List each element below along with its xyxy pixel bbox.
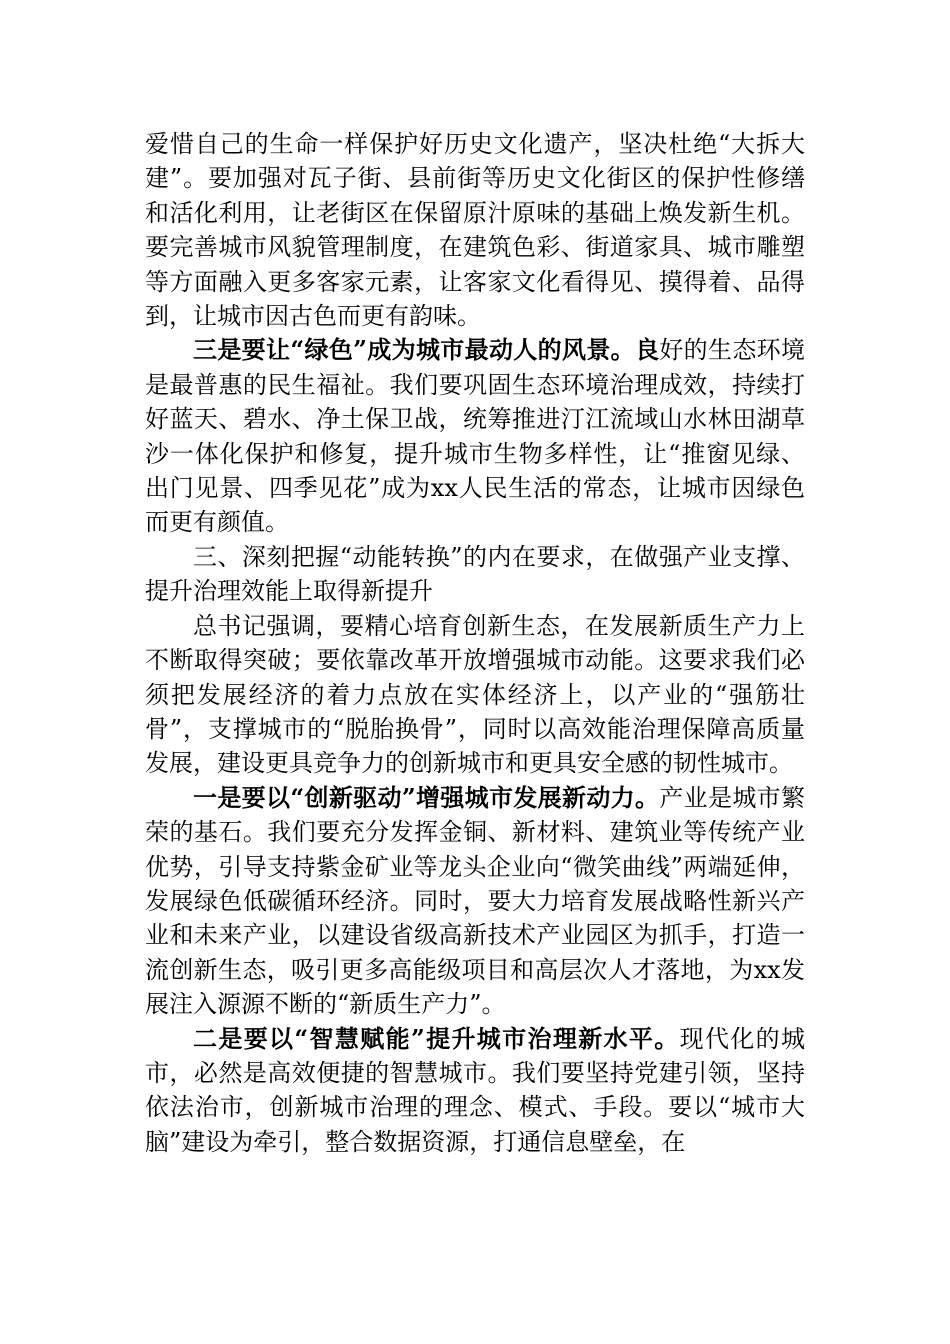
paragraph-heritage-protection	[145, 127, 805, 333]
paragraph-green-landscape	[145, 333, 805, 539]
paragraph-lead-heading: 一是要以“创新驱动”增强城市发展新动力。	[193, 782, 660, 812]
paragraph-lead-heading: 二是要以“智慧赋能”提升城市治理新水平。	[193, 1023, 680, 1053]
paragraph-innovation-driven	[145, 781, 805, 1022]
paragraph-text: 好的生态环境是最普惠的民生福祉。我们要巩固生态环境治理成效，持续打好蓝天、碧水、净土保卫战，统筹推进汀江流域山水林田湖草沙一体化保护和修复，提升城市生物多样性，让“推窗见绿、出门见景、四季见花”成为xx人民生活的常态，让城市因绿色而更有颜值。	[145, 336, 806, 537]
paragraph-text: 总书记强调，要精心培育创新生态，在发展新质生产力上不断取得突破；要依靠改革开放增强城市动能。这要求我们必须把发展经济的着力点放在实体经济上，以产业的“强筋壮骨”，支撑城市的“脱胎换骨”，同时以高效能治理保障高质量发展，建设更具竞争力的创新城市和更具安全感的韧性城市。	[145, 611, 805, 778]
paragraph-general-secretary	[145, 609, 805, 781]
paragraph-lead-heading: 三是要让“绿色”成为城市最动人的风景。良	[193, 335, 660, 365]
section-heading-three	[145, 540, 805, 609]
paragraph-text: 现代化的城市，必然是高效便捷的智慧城市。我们要坚持党建引领，坚持依法治市，创新城市治理的理念、模式、手段。要以“城市大脑”建设为牵引，整合数据资源，打通信息壁垒，在	[145, 1024, 806, 1156]
section-heading-text: 三、深刻把握“动能转换”的内在要求，在做强产业支撑、提升治理效能上取得新提升	[145, 542, 805, 606]
paragraph-text: 爱惜自己的生命一样保护好历史文化遗产，坚决杜绝“大拆大建”。要加强对瓦子街、县前街等历史文化街区的保护性修缮和活化利用，让老街区在保留原汁原味的基础上焕发新生机。要完善城市风貌管理制度，在建筑色彩、街道家具、城市雕塑等方面融入更多客家元素，让客家文化看得见、摸得着、品得到，让城市因古色而更有韵味。	[145, 130, 805, 331]
paragraph-text: 产业是城市繁荣的基石。我们要充分发挥金铜、新材料、建筑业等传统产业优势，引导支持紫金矿业等龙头企业向“微笑曲线”两端延伸，发展绿色低碳循环经济。同时，要大力培育发展战略性新兴产业和未来产业，以建设省级高新技术产业园区为抓手，打造一流创新生态，吸引更多高能级项目和高层次人才落地，为xx发展注入源源不断的“新质生产力”。	[145, 783, 806, 1019]
paragraph-smart-governance	[145, 1022, 805, 1160]
document-page	[145, 127, 805, 1159]
